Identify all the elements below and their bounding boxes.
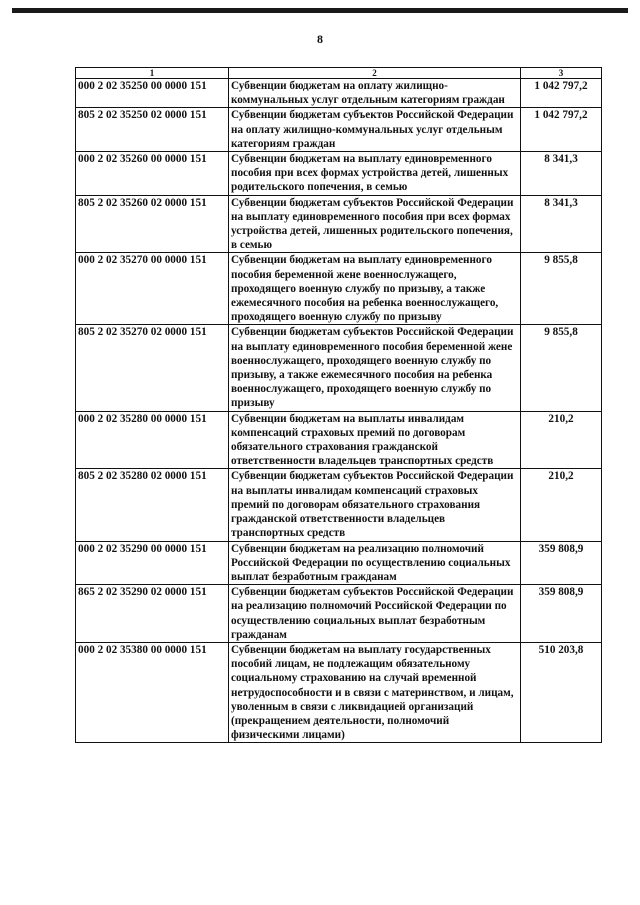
budget-description: Субвенции бюджетам на выплату государственных пособий лицам, не подлежащим обязательному социальному страхованию на случай временной нетрудоспособности и в связи с материнством, и лицам, уволенным в связи с ликвидацией организаций (прекращением деятельности, полномочий физическими лицами) — [229, 642, 521, 742]
budget-description: Субвенции бюджетам на реализацию полномочий Российской Федерации по осуществлению социальных выплат безработным гражданам — [229, 541, 521, 585]
budget-code: 000 2 02 35380 00 0000 151 — [76, 642, 229, 742]
table-row — [76, 411, 602, 469]
budget-description: Субвенции бюджетам на выплату единовременного пособия беременной жене военнослужащего, проходящего военную службу по призыву, а также ежемесячного пособия на ребенка военнослужащего, проходящего военную службу по призыву — [229, 253, 521, 325]
budget-description: Субвенции бюджетам субъектов Российской Федерации на оплату жилищно-коммунальных услуг отдельным категориям граждан — [229, 108, 521, 152]
table-row — [76, 108, 602, 152]
budget-description: Субвенции бюджетам на оплату жилищно-коммунальных услуг отдельным категориям граждан — [229, 79, 521, 108]
column-header-amount: 3 — [521, 68, 602, 79]
column-header-code: 1 — [76, 68, 229, 79]
table-row — [76, 195, 602, 253]
budget-amount: 8 341,3 — [521, 152, 602, 196]
page-number: 8 — [317, 32, 323, 46]
table-header-row — [76, 68, 602, 79]
budget-code: 805 2 02 35250 02 0000 151 — [76, 108, 229, 152]
budget-amount: 210,2 — [521, 411, 602, 469]
budget-code: 805 2 02 35280 02 0000 151 — [76, 469, 229, 541]
budget-code: 805 2 02 35270 02 0000 151 — [76, 325, 229, 411]
budget-description: Субвенции бюджетам на выплату единовременного пособия при всех формах устройства детей, лишенных родительского попечения, в семью — [229, 152, 521, 196]
table-row — [76, 253, 602, 325]
budget-amount: 510 203,8 — [521, 642, 602, 742]
budget-description: Субвенции бюджетам на выплаты инвалидам компенсаций страховых премий по договорам обязательного страхования гражданской ответственности владельцев транспортных средств — [229, 411, 521, 469]
budget-code: 000 2 02 35290 00 0000 151 — [76, 541, 229, 585]
table-row — [76, 152, 602, 196]
budget-description: Субвенции бюджетам субъектов Российской Федерации на реализацию полномочий Российской Федерации по осуществлению социальных выплат безработным гражданам — [229, 585, 521, 643]
page-top-border — [12, 8, 628, 13]
budget-description: Субвенции бюджетам субъектов Российской Федерации на выплаты инвалидам компенсаций страховых премий по договорам обязательного страхования гражданской ответственности владельцев транспортных средств — [229, 469, 521, 541]
table-row — [76, 469, 602, 541]
budget-description: Субвенции бюджетам субъектов Российской Федерации на выплату единовременного пособия при всех формах устройства детей, лишенных родительского попечения, в семью — [229, 195, 521, 253]
table-row — [76, 642, 602, 742]
budget-code: 865 2 02 35290 02 0000 151 — [76, 585, 229, 643]
column-header-description: 2 — [229, 68, 521, 79]
budget-amount: 9 855,8 — [521, 253, 602, 325]
budget-code: 000 2 02 35260 00 0000 151 — [76, 152, 229, 196]
table-row — [76, 585, 602, 643]
budget-amount: 359 808,9 — [521, 541, 602, 585]
budget-code: 805 2 02 35260 02 0000 151 — [76, 195, 229, 253]
table-row — [76, 79, 602, 108]
budget-code: 000 2 02 35280 00 0000 151 — [76, 411, 229, 469]
budget-code: 000 2 02 35250 00 0000 151 — [76, 79, 229, 108]
budget-amount: 9 855,8 — [521, 325, 602, 411]
budget-amount: 8 341,3 — [521, 195, 602, 253]
budget-amount: 210,2 — [521, 469, 602, 541]
table-row — [76, 325, 602, 411]
budget-description: Субвенции бюджетам субъектов Российской Федерации на выплату единовременного пособия беременной жене военнослужащего, проходящего военную службу по призыву, а также ежемесячного пособия на ребенка военнослужащего, проходящего военную службу по призыву — [229, 325, 521, 411]
table-row — [76, 541, 602, 585]
budget-amount: 1 042 797,2 — [521, 108, 602, 152]
budget-code: 000 2 02 35270 00 0000 151 — [76, 253, 229, 325]
budget-amount: 1 042 797,2 — [521, 79, 602, 108]
budget-amount: 359 808,9 — [521, 585, 602, 643]
budget-table — [75, 67, 602, 743]
